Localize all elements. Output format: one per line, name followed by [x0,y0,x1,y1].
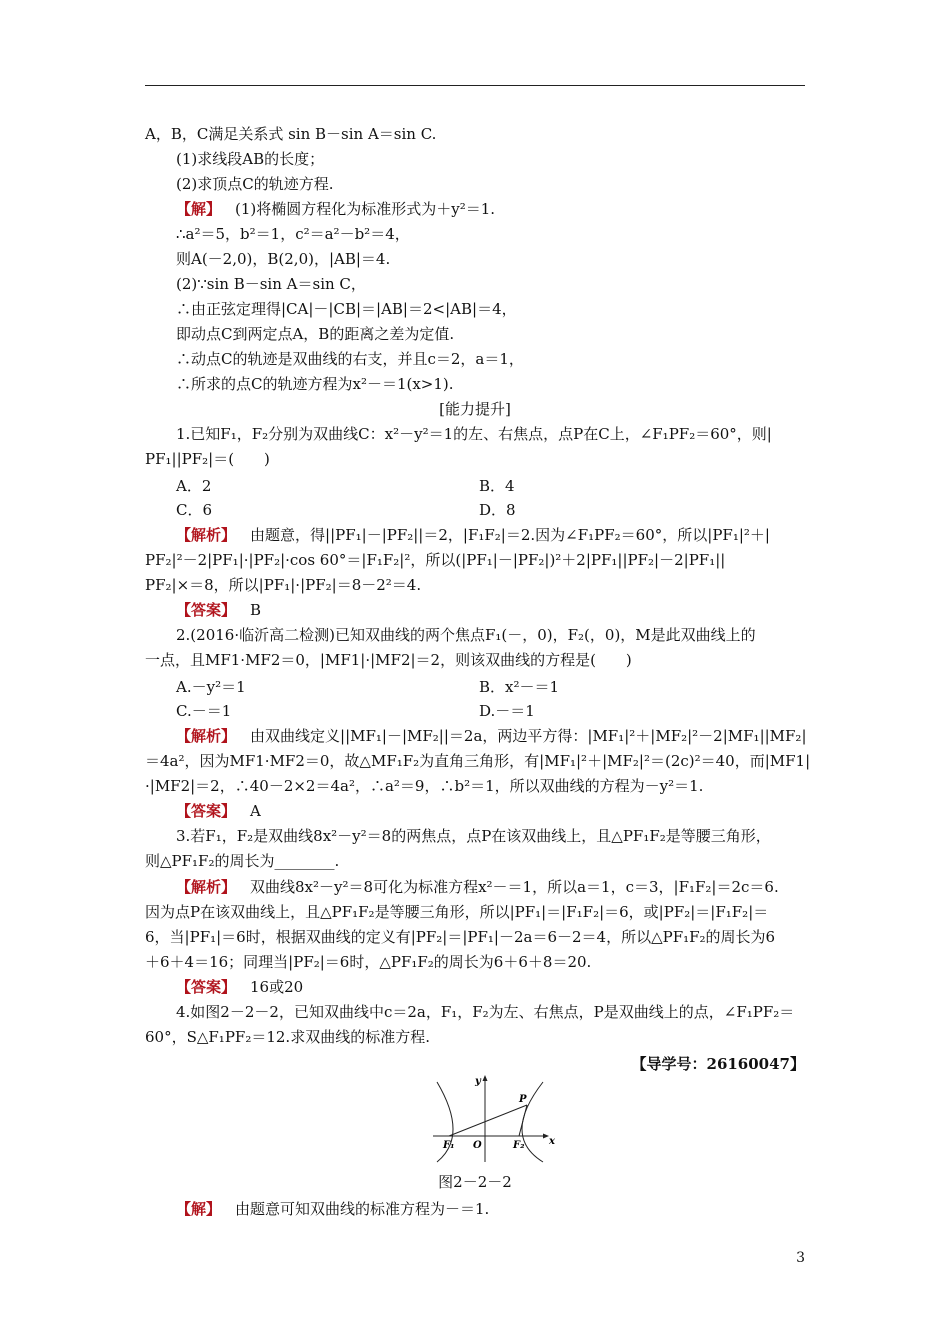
analysis-line [176,726,807,746]
text-line: A，B，C满足关系式 sin B－sin A＝sin C. [145,125,437,143]
text-line: (2)求顶点C的轨迹方程. [176,175,334,193]
section-title: [能力提升] [439,400,511,418]
text-line: (2)∵sin B－sin A＝sin C， [176,275,366,293]
answer-text: B [250,601,262,619]
header-rule [145,85,805,86]
answer-tag: 【答案】 [176,601,237,619]
analysis-line [176,877,779,897]
option-c: C．6 [176,501,213,519]
label-f1: F₁ [443,1140,455,1151]
y-axis-arrow [483,1075,488,1081]
analysis-text: 双曲线8x²－y²＝8可化为标准方程x²－＝1，所以a＝1，c＝3，|F₁F₂|＝2c＝6. [250,878,779,896]
option-d: D.－＝1 [479,702,535,720]
text-line: ∴a²＝5，b²＝1，c²＝a²－b²＝4， [176,225,410,243]
analysis-tag: 【解析】 [176,727,237,745]
hyperbola-figure [425,1072,560,1167]
text-line: PF₁||PF₂|＝( ) [145,450,270,468]
text-line: 因为点P在该双曲线上，且△PF₁F₂是等腰三角形，所以|PF₁|＝|F₁F₂|＝6，或|PF₂|＝|F₁F₂|＝ [145,903,769,921]
solution-line [176,199,495,219]
analysis-line [176,525,770,545]
option-a: A.－y²＝1 [176,678,246,696]
analysis-tag: 【解析】 [176,526,237,544]
analysis-text: 由题意，得||PF₁|－|PF₂||＝2，|F₁F₂|＝2.因为∠F₁PF₂＝60°，所以|PF₁|²＋| [250,526,770,544]
question-1: 1.已知F₁，F₂分别为双曲线C：x²－y²＝1的左、右焦点，点P在C上，∠F₁PF₂＝60°，则| [176,425,772,443]
option-b: B．x²－＝1 [479,678,560,696]
text-line: ＝4a²，因为MF1·MF2＝0，故△MF₁F₂为直角三角形，有|MF₁|²＋|MF₂|²＝(2c)²＝40，而|MF1| [145,752,811,770]
page-number: 3 [796,1250,805,1266]
text-line: 则△PF₁F₂的周长为________. [145,852,340,870]
answer-line [176,600,261,620]
text-line: ＋6＋4＝16；同理当|PF₂|＝6时，△PF₁F₂的周长为6＋6＋8＝20. [145,953,592,971]
label-o: O [473,1140,482,1151]
text-line: ∴所求的点C的轨迹方程为x²－＝1(x>1). [176,375,454,393]
solution-line [176,1199,489,1219]
label-f2: F₂ [513,1140,525,1151]
solution-text: 由题意可知双曲线的标准方程为－＝1. [235,1200,490,1218]
option-c: C.－＝1 [176,702,232,720]
text-line: 6，当|PF₁|＝6时，根据双曲线的定义有|PF₂|＝|PF₁|－2a＝6－2＝4，所以△PF₁F₂的周长为6 [145,928,776,946]
text-line: ·|MF2|＝2，∴40－2×2＝4a²，∴a²＝9，∴b²＝1，所以双曲线的方程为－y²＝1. [145,777,704,795]
text-line: 60°，S△F₁PF₂＝12.求双曲线的标准方程. [145,1028,430,1046]
text-line: ∴由正弦定理得|CA|－|CB|＝|AB|＝2<|AB|＝4， [176,300,517,318]
segment-f2-p [519,1105,527,1136]
text-line: PF₂|×＝8，所以|PF₁|·|PF₂|＝8－2²＝4. [145,576,422,594]
text-line: ∴动点C的轨迹是双曲线的右支，并且c＝2，a＝1， [176,350,524,368]
answer-text: 16或20 [250,978,304,996]
label-x: x [549,1136,555,1147]
answer-tag: 【答案】 [176,978,237,996]
option-a: A．2 [176,477,212,495]
answer-line [176,801,261,821]
text-line: 一点，且MF1·MF2＝0，|MF1|·|MF2|＝2，则该双曲线的方程是( ) [145,651,632,669]
answer-text: A [250,802,261,820]
text-line: (1)求线段AB的长度； [176,150,325,168]
label-p: P [519,1094,527,1105]
text-line: 则A(－2,0)，B(2,0)，|AB|＝4. [176,250,391,268]
text-line: PF₂|²－2|PF₁|·|PF₂|·cos 60°＝|F₁F₂|²，所以(|PF₁|－|PF₂|)²＋2|PF₁||PF₂|－2|PF₁|| [145,551,726,569]
answer-line [176,977,303,997]
question-2: 2.(2016·临沂高二检测)已知双曲线的两个焦点F₁(－，0)，F₂(，0)，M是此双曲线上的 [176,626,756,644]
segment-f1-p [449,1105,527,1136]
text-line: 即动点C到两定点A，B的距离之差为定值. [176,325,455,343]
guide-number: 【导学号：26160047】 [631,1055,805,1073]
label-y: y [475,1076,481,1087]
solution-tag: 【解】 [176,1200,222,1218]
analysis-tag: 【解析】 [176,878,237,896]
option-d: D．8 [479,501,516,519]
question-4: 4.如图2－2－2，已知双曲线中c＝2a，F₁，F₂为左、右焦点，P是双曲线上的点，∠F₁PF₂＝ [176,1003,795,1021]
question-3: 3.若F₁，F₂是双曲线8x²－y²＝8的两焦点，点P在该双曲线上，且△PF₁F₂是等腰三角形， [176,827,771,845]
option-b: B．4 [479,477,515,495]
analysis-text: 由双曲线定义||MF₁|－|MF₂||＝2a，两边平方得：|MF₁|²＋|MF₂|²－2|MF₁||MF₂| [250,727,807,745]
figure-caption: 图2－2－2 [438,1173,512,1191]
answer-tag: 【答案】 [176,802,237,820]
solution-text: (1)将椭圆方程化为标准形式为＋y²＝1. [235,200,496,218]
solution-tag: 【解】 [176,200,222,218]
